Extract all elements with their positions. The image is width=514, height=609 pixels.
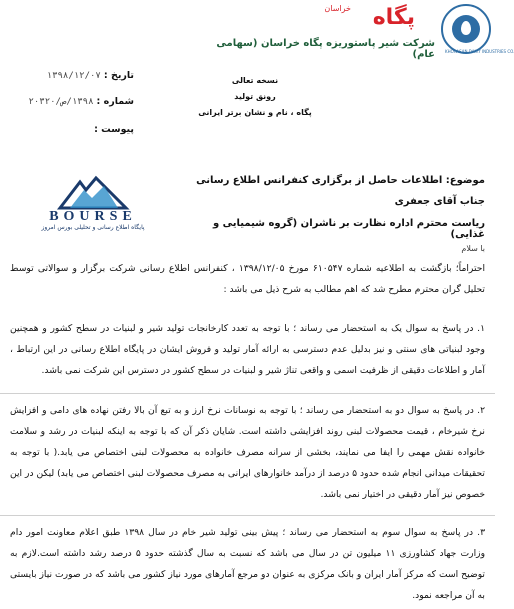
divider [0,515,495,516]
motto-line-1: نسخه تعالی [231,76,279,85]
pegah-logo [275,6,415,32]
attachment-label: پیوست : [94,124,134,135]
greeting: با سلام [461,244,485,253]
intro-paragraph: احتراماً؛ بازگشت به اطلاعیه شماره ۶۱۰۵۴۷ مورخ ۱۳۹۸/۱۲/۰۵ ، کنفرانس اطلاع رسانی شرکت برگزار و سوالاتی توسط تحلیل گران محترم مطرح شد که اهم مطالب به شرح ذیل می باشد : [10,263,485,295]
bourse-logo [18,176,168,234]
seal-drop-icon [452,15,480,43]
number-label: شماره : [96,96,134,107]
motto-line-2: رونق تولید [234,92,276,101]
letter-subject: موضوع: اطلاعات حاصل از برگزاری کنفرانس اطلاع رسانی [196,175,485,186]
letter-date [14,70,134,81]
answer-paragraph-3: ۳. در پاسخ به سوال سوم به استحضار می رساند ؛ پیش بینی تولید شیر خام در سال ۱۳۹۸ طبق اعلام معاونت امور دام وزارت جهاد کشاورزی ۱۱ میلیون تن در سال می باشد که نسبت به سال گذشته حدود ۵ درصد رشد داشته است.لازم به توضیح است که مرکز آمار ایران و بانک مرکزی به عنوان دو مرجع آمارهای مورد نیاز کشور می باشد که در صورت نیاز بایستی به آن مراجعه نمود. [10,527,486,601]
letterhead-mottos [165,73,345,121]
letter-attachment [14,124,134,135]
number-value: ۱۳۹۸/ص/۲۰۳۲۰ [28,97,94,107]
bourse-tagline: پایگاه اطلاع رسانی و تحلیلی بورس امروز [41,224,145,231]
company-name: شرکت شیر پاستوریزه پگاه خراسان (سهامی عام) [216,38,435,60]
brand-sub: خراسان [324,4,351,13]
letter-addressee: جناب آقای جعفری [394,196,485,207]
company-seal-icon [441,4,514,54]
date-value: ۱۳۹۸/۱۲/۰۷ [46,71,101,81]
letter-number [14,96,134,107]
motto-line-3: پگاه ، نام و نشان برتر ایرانی [198,108,312,117]
divider [0,393,495,394]
addressee-title: ریاست محترم اداره نظارت بر ناشران (گروه شیمیایی و غذایی) [212,218,485,240]
date-label: تاریخ : [103,70,134,81]
seal-text: KHORASAN DAIRY INDUSTRIES CO. [445,49,514,54]
bourse-wordmark: BOURSE [49,209,137,224]
bourse-mountain-icon [56,176,130,210]
brand-name: پگاه [372,5,415,30]
answer-paragraph-1: ۱. در پاسخ به سوال یک به استحضار می رساند ؛ با توجه به تعدد کارخانجات تولید شیر و لبنیات در سطح کشور و همچنین وجود لبنیاتی های سنتی و نیز بدلیل عدم دسترسی به ارائه آمار تولید و فروش ایشان در پایگاه اطلاع رسانی در این ارتباط ، آمار و اطلاعات دقیقی از ظرفیت اسمی و واقعی تناژ شیر و لبنیات در سطح کشور در دسترس این شرکت نمی باشد. [10,323,485,376]
answer-paragraph-2: ۲. در پاسخ به سوال دو به استحضار می رساند ؛ با توجه به نوسانات نرخ ارز و به تبع آن بالا رفتن نهاده های دامی و افزایش نرخ شیرخام ، قیمت محصولات لبنی روند افزایشی داشته است. شایان ذکر آن که با توجه به اینکه لبنیات در رشد و سلامت خانواده نقش مهمی را ایفا می نمایند، بخشی از سرانه مصرف خانواده به محصولات لبنی اختصاص می یابد.( با توجه به تحقیقات میدانی انجام شده حدود ۵ درصد از درآمد خانوارهای ایرانی به مصرف محصولات لبنی اختصاص می یابد) لیکن در این خصوص نیز آمار دقیقی در اختیار نمی باشد. [10,405,485,500]
